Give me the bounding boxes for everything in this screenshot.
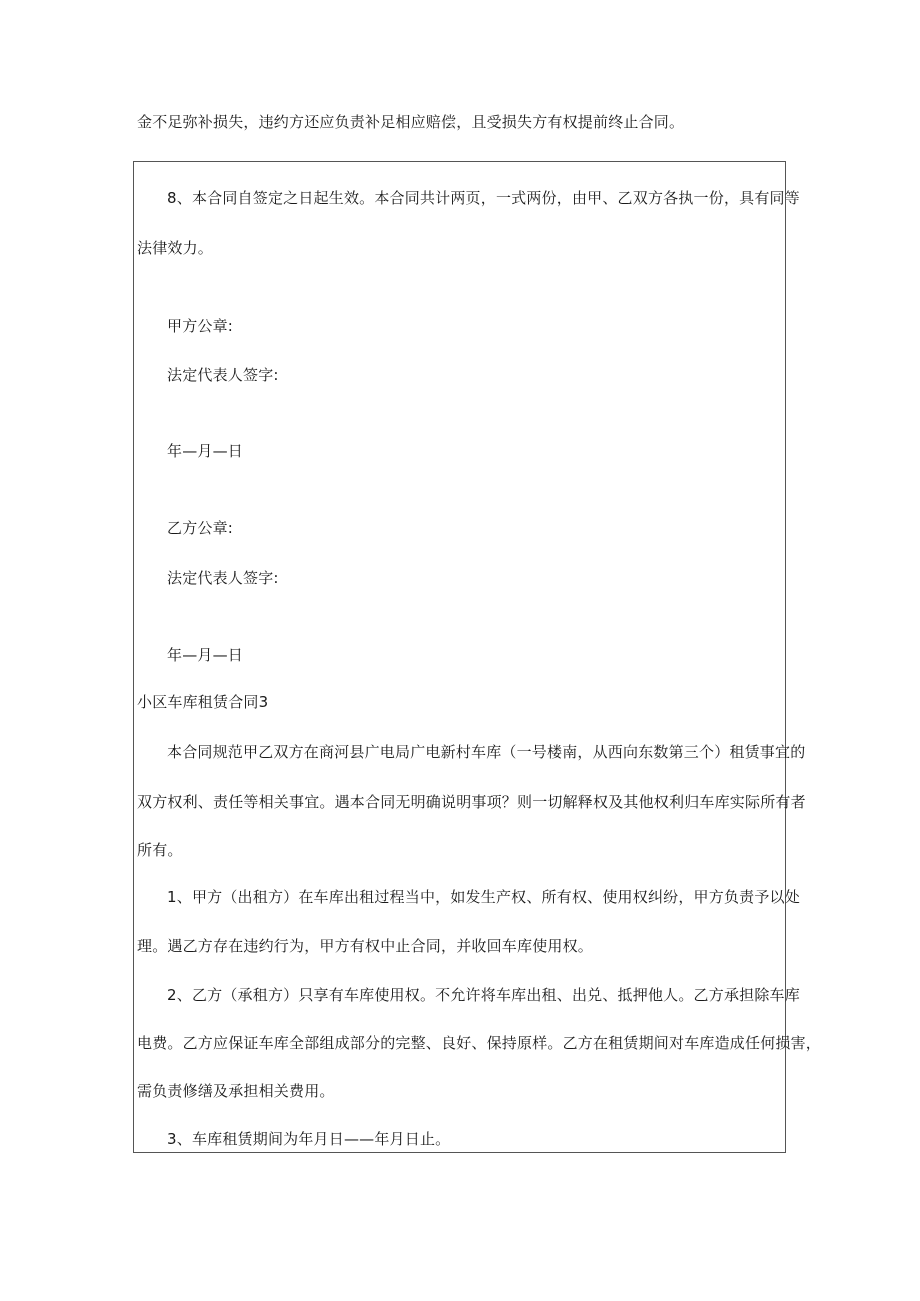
clause-2-line-2: 电费。乙方应保证车库全部组成部分的完整、良好、保持原样。乙方在租赁期间对车库造成任何损害， <box>137 1034 822 1052</box>
clause-8-line-2: 法律效力。 <box>137 239 214 257</box>
preamble-line-2: 双方权利、责任等相关事宜。遇本合同无明确说明事项？则一切解释权及其他权利归车库实际所有者 <box>137 793 806 811</box>
intro-line: 金不足弥补损失，违约方还应负责补足相应赔偿，且受损失方有权提前终止合同。 <box>137 113 685 131</box>
clause-8-line-1: 8、本合同自签定之日起生效。本合同共计两页，一式两份，由甲、乙双方各执一份，具有同等 <box>167 189 800 207</box>
party-b-date-label: 年—月—日 <box>167 646 244 664</box>
party-b-signature-label: 法定代表人签字: <box>167 569 279 587</box>
clause-3-line-1: 3、车库租赁期间为年月日——年月日止。 <box>167 1130 451 1148</box>
clause-2-line-3: 需负责修缮及承担相关费用。 <box>137 1082 335 1100</box>
contract-3-title: 小区车库租赁合同3 <box>137 693 269 711</box>
party-a-signature-label: 法定代表人签字: <box>167 366 279 384</box>
party-a-date-label: 年—月—日 <box>167 442 244 460</box>
party-a-seal-label: 甲方公章: <box>167 317 234 335</box>
clause-2-line-1: 2、乙方（承租方）只享有车库使用权。不允许将车库出租、出兑、抵押他人。乙方承担除车库 <box>167 986 800 1004</box>
preamble-line-1: 本合同规范甲乙双方在商河县广电局广电新村车库（一号楼南，从西向东数第三个）租赁事宜的 <box>167 743 806 761</box>
clause-1-line-2: 理。遇乙方存在违约行为，甲方有权中止合同，并收回车库使用权。 <box>137 937 594 955</box>
preamble-line-3: 所有。 <box>137 841 183 859</box>
party-b-seal-label: 乙方公章: <box>167 519 234 537</box>
clause-1-line-1: 1、甲方（出租方）在车库出租过程当中，如发生产权、所有权、使用权纠纷，甲方负责予以处 <box>167 888 800 906</box>
